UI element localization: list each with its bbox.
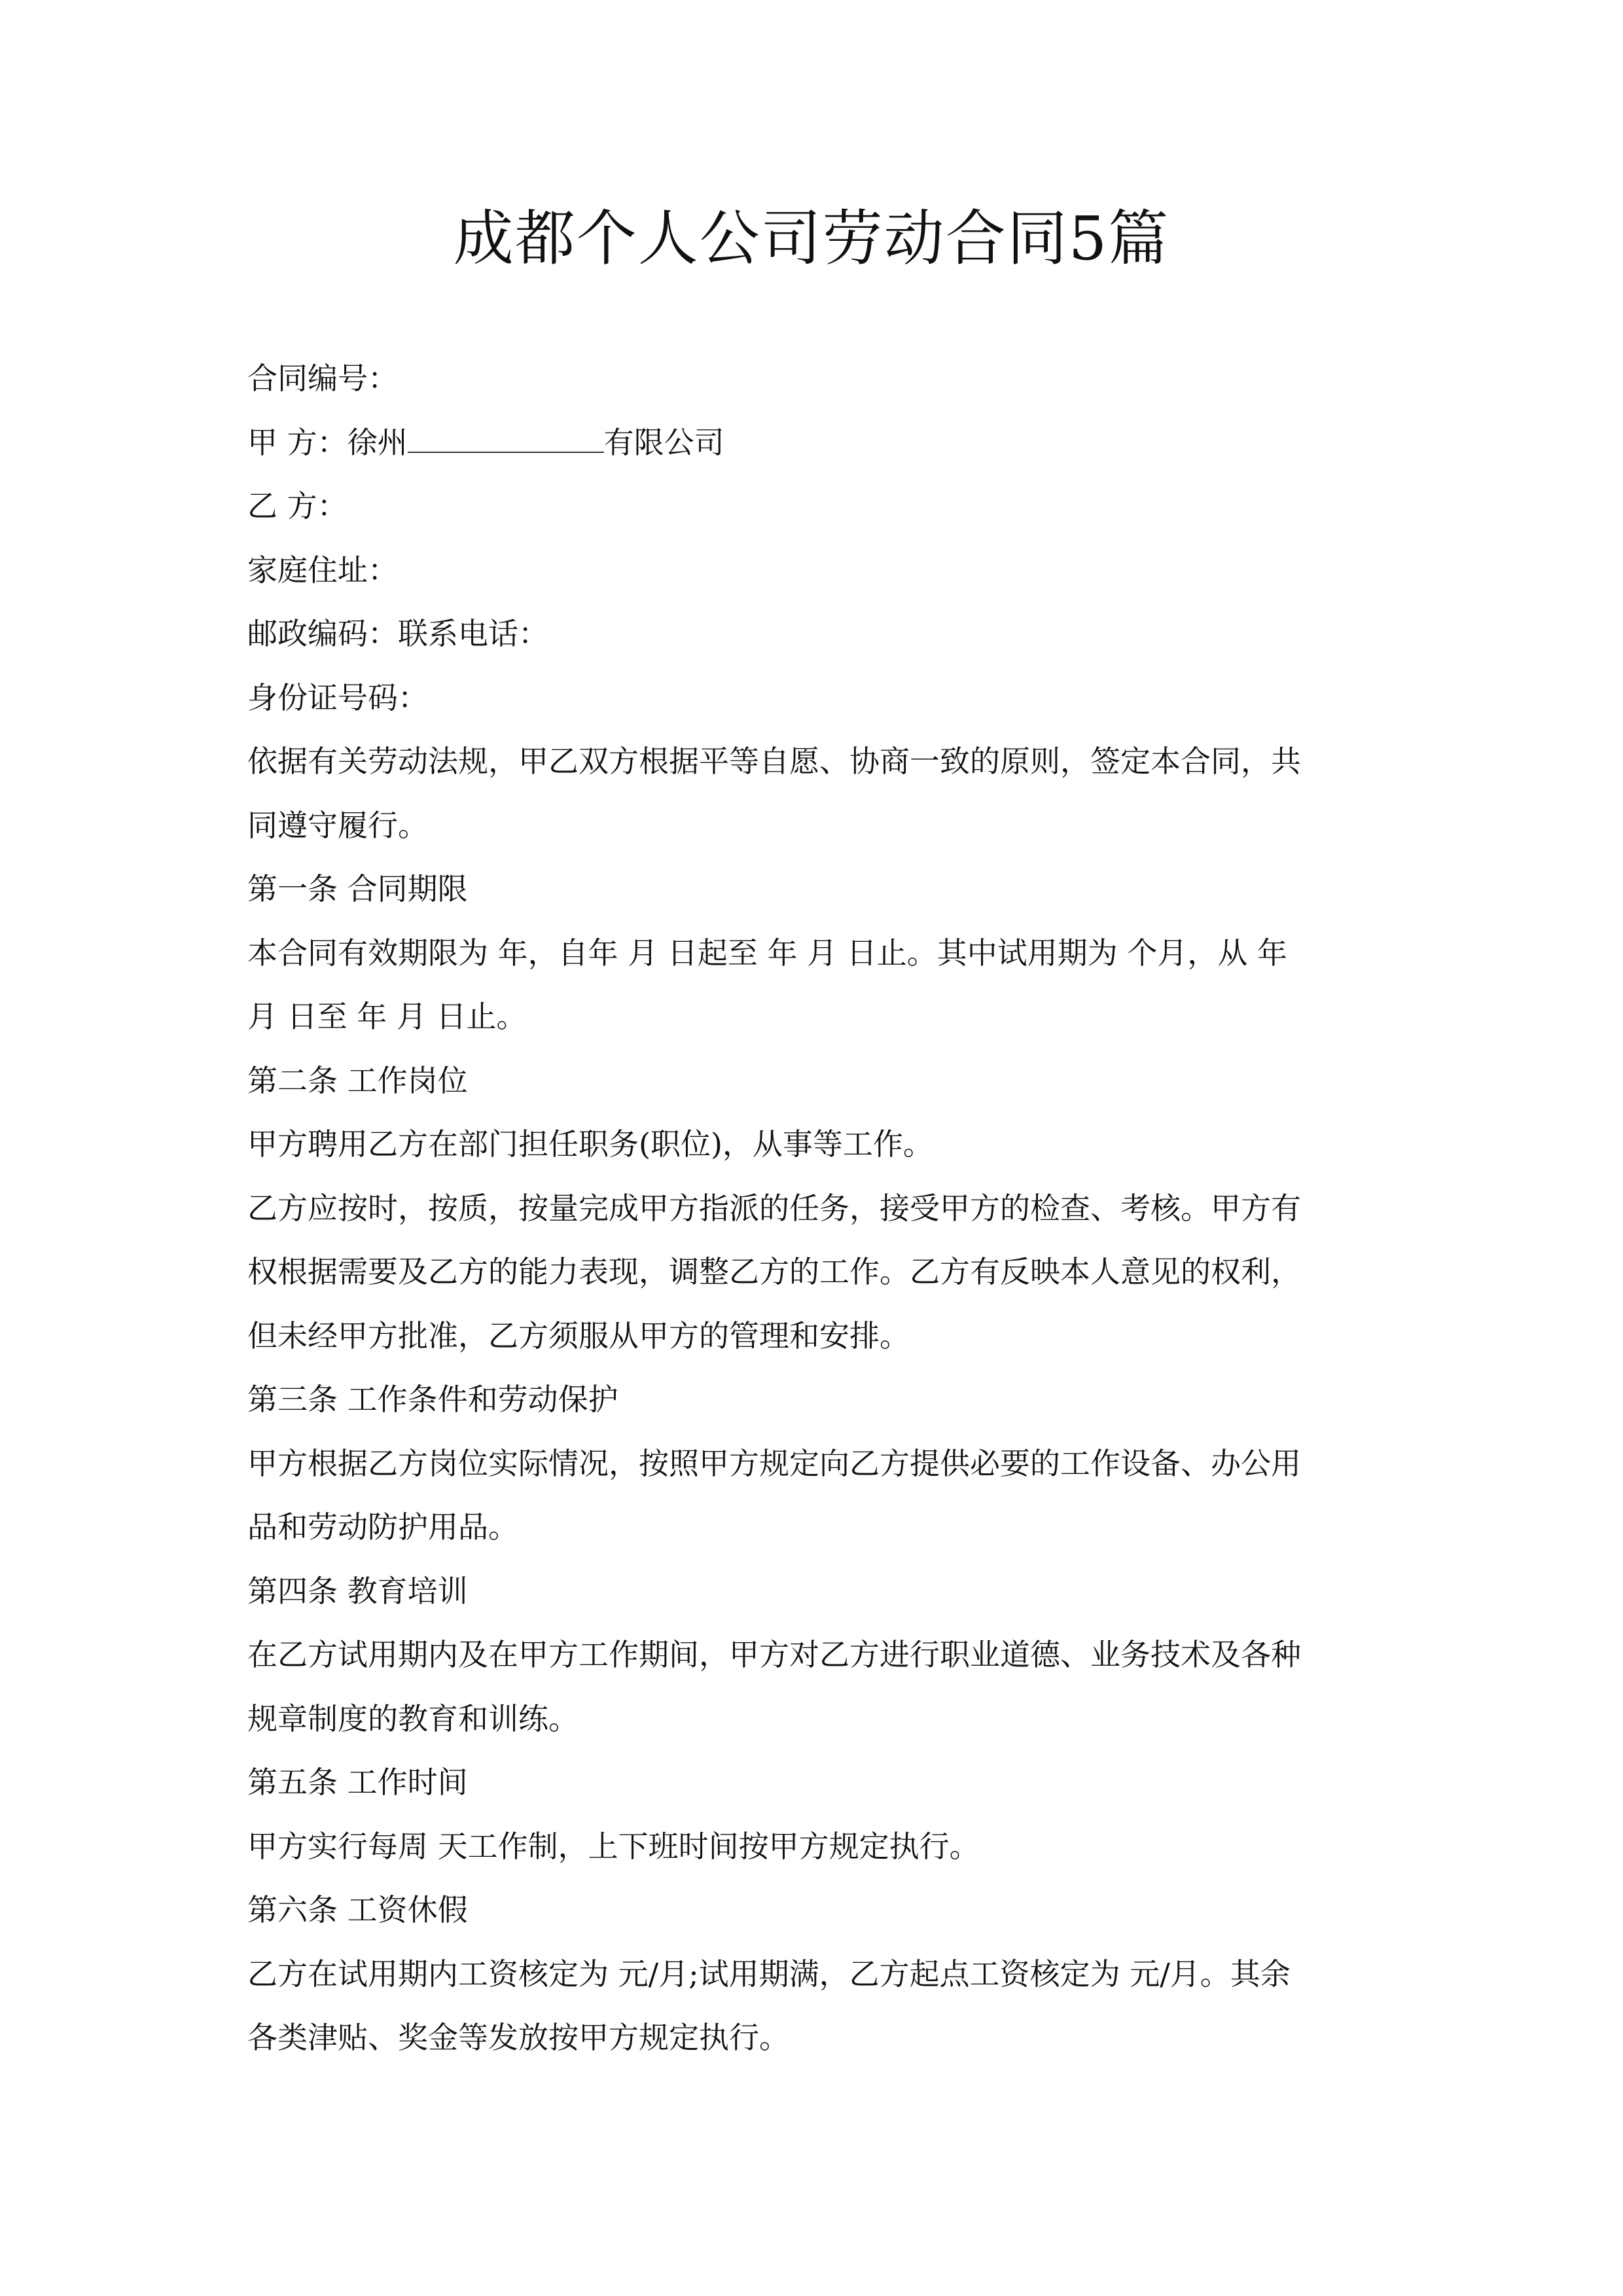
article-2-paragraph-1: 甲方聘用乙方在部门担任职务(职位)，从事等工作。 (247, 1126, 933, 1162)
article-1-line-1: 本合同有效期限为 年，自年 月 日起至 年 月 日止。其中试用期为 个月，从 年 (247, 935, 1287, 971)
document-body (247, 347, 1393, 2070)
article-2-paragraph-2-line-1: 乙方应按时，按质，按量完成甲方指派的任务，接受甲方的检查、考核。甲方有 (247, 1190, 1301, 1226)
home-address-line: 家庭住址： (247, 552, 398, 588)
postal-phone-line: 邮政编码：联系电话： (247, 616, 548, 651)
article-4-line-1: 在乙方试用期内及在甲方工作期间，甲方对乙方进行职业道德、业务技术及各种 (247, 1637, 1301, 1672)
document-title: 成都个人公司劳动合同5篇 (453, 204, 1170, 274)
party-a-suffix: 有限公司 (603, 424, 724, 460)
article-1-line-2: 月 日至 年 月 日止。 (247, 999, 527, 1034)
article-6-line-2: 各类津贴、奖金等发放按甲方规定执行。 (247, 2020, 789, 2055)
party-a-line (247, 411, 1393, 475)
article-6-heading: 第六条 工资休假 (247, 1892, 468, 1928)
article-4-heading: 第四条 教育培训 (247, 1573, 468, 1609)
article-3-heading: 第三条 工作条件和劳动保护 (247, 1382, 618, 1417)
contract-number-line: 合同编号： (247, 361, 398, 396)
id-number-line: 身份证号码： (247, 679, 428, 715)
intro-line-2: 同遵守履行。 (247, 807, 428, 843)
article-2-paragraph-2-line-3: 但未经甲方批准，乙方须服从甲方的管理和安排。 (247, 1318, 910, 1354)
article-5-heading: 第五条 工作时间 (247, 1765, 468, 1800)
article-1-heading: 第一条 合同期限 (247, 871, 468, 906)
intro-line-1: 依据有关劳动法规，甲乙双方根据平等自愿、协商一致的原则，签定本合同，共 (247, 744, 1301, 779)
article-6-line-1: 乙方在试用期内工资核定为 元/月;试用期满，乙方起点工资核定为 元/月。其余 (247, 1956, 1291, 1992)
article-3-line-1: 甲方根据乙方岗位实际情况，按照甲方规定向乙方提供必要的工作设备、办公用 (247, 1445, 1301, 1481)
article-5-line-1: 甲方实行每周 天工作制，上下班时间按甲方规定执行。 (247, 1828, 980, 1864)
article-4-line-2: 规章制度的教育和训练。 (247, 1700, 579, 1736)
article-3-line-2: 品和劳动防护用品。 (247, 1509, 518, 1545)
article-2-heading: 第二条 工作岗位 (247, 1062, 468, 1098)
party-a-label: 甲 方：徐州 (247, 424, 408, 460)
party-b-line: 乙 方： (247, 488, 348, 524)
party-a-blank (408, 422, 604, 453)
article-2-paragraph-2-line-2: 权根据需要及乙方的能力表现，调整乙方的工作。乙方有反映本人意见的权利， (247, 1254, 1301, 1289)
